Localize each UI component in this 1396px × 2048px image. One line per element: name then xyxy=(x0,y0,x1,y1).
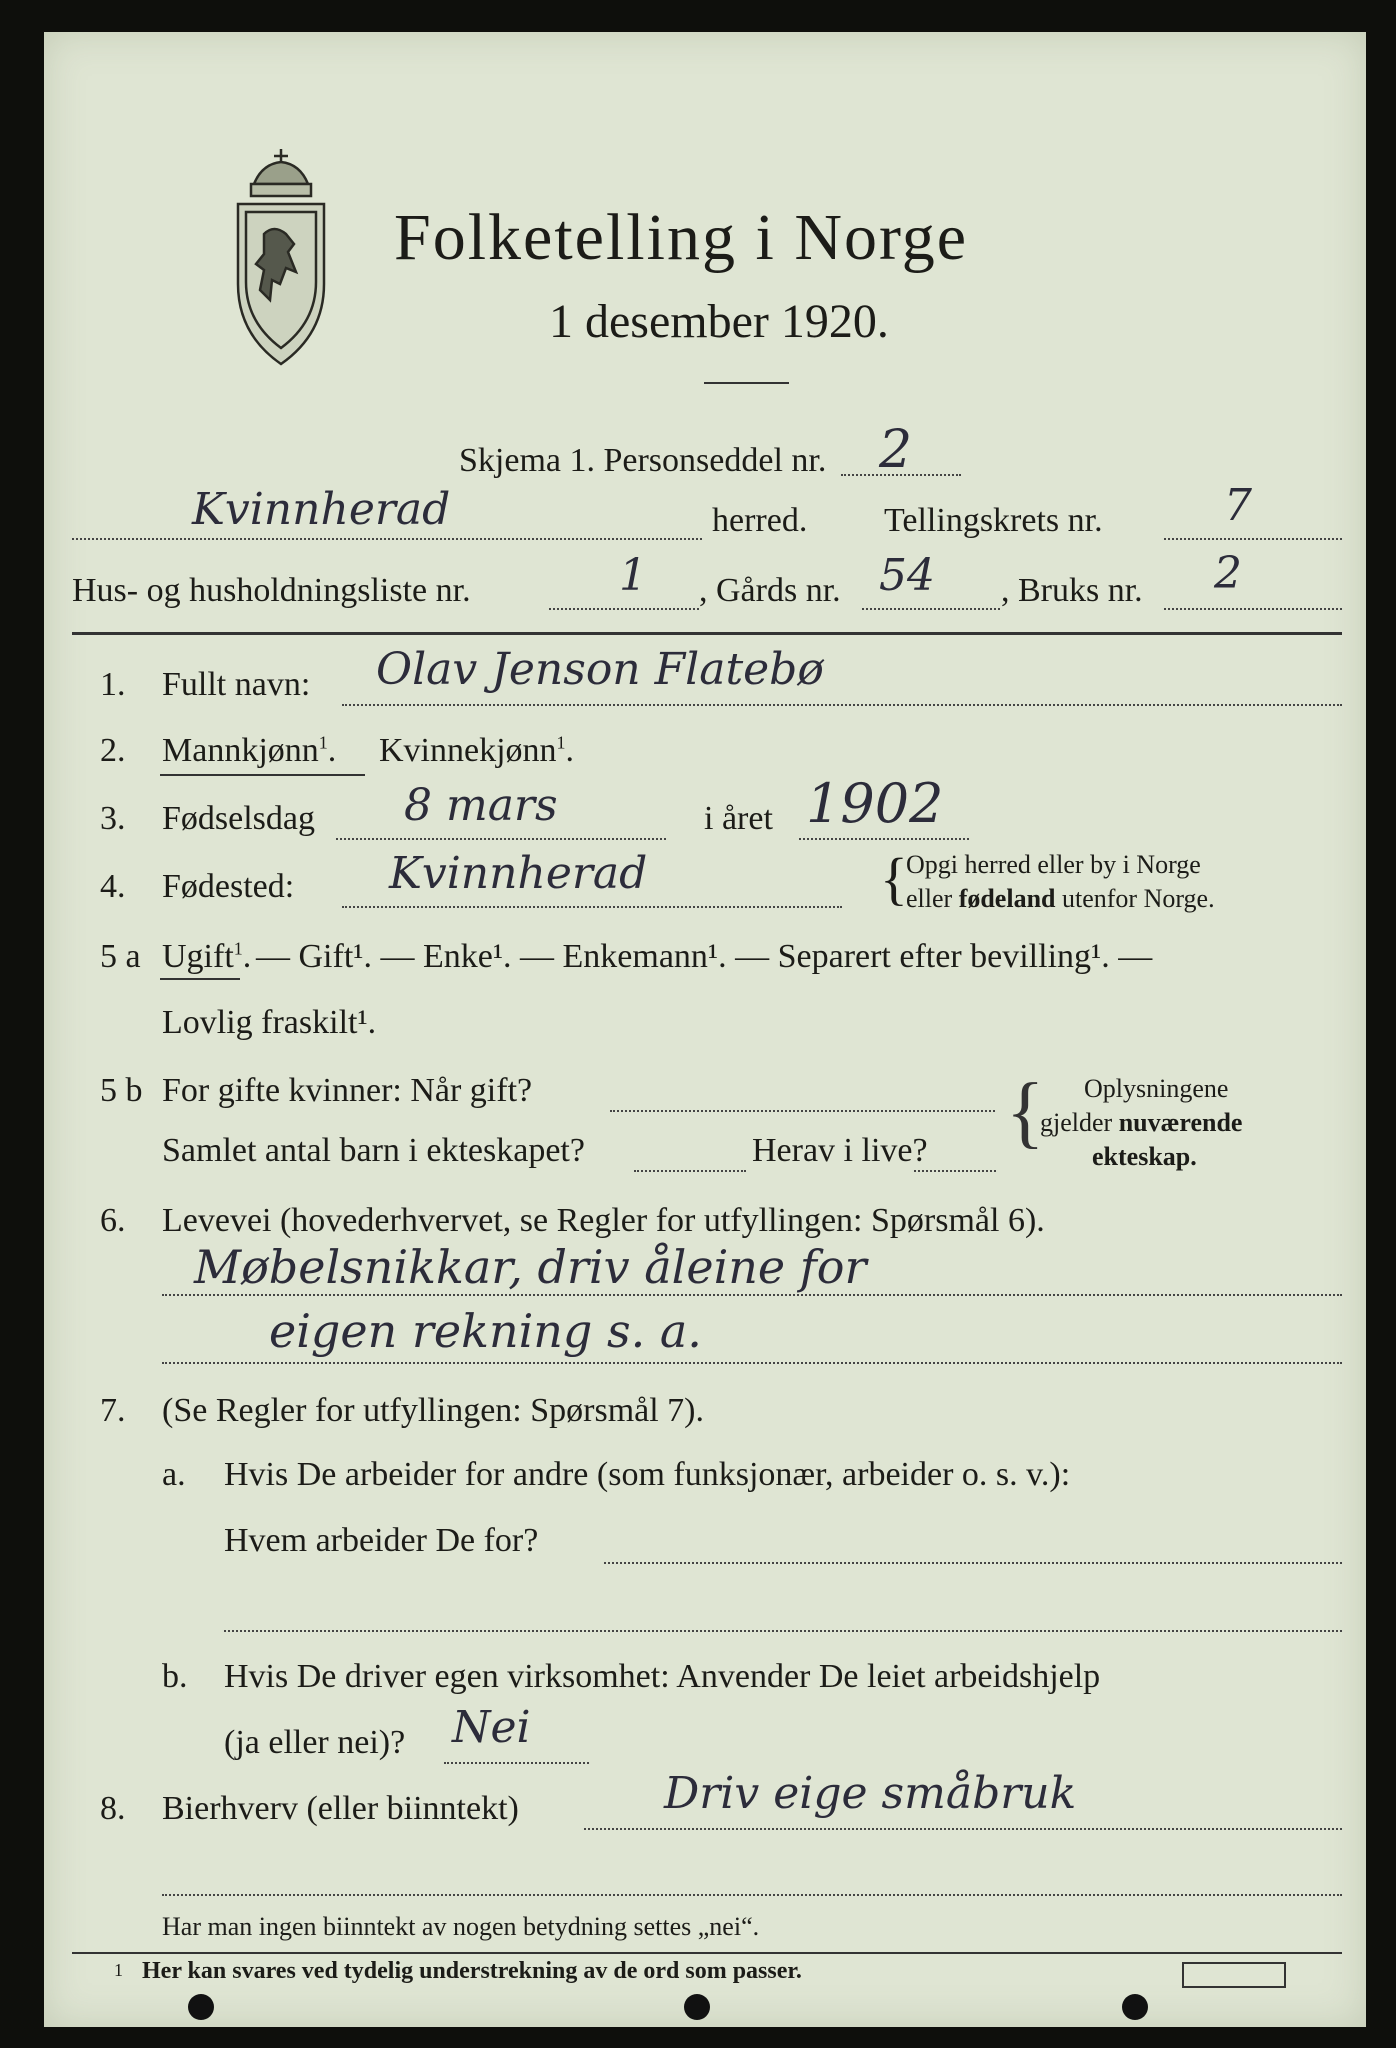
q1-full-name: Olav Jenson Flatebø xyxy=(376,644,824,695)
q5b-label: For gifte kvinner: Når gift? xyxy=(162,1072,533,1109)
q7-number: 7. xyxy=(100,1392,126,1429)
q2-male-option: Mannkjønn$^1$. xyxy=(162,732,337,769)
husliste-value: 1 xyxy=(619,550,647,601)
q2-number: 2. xyxy=(100,732,126,769)
q7-label: (Se Regler for utfyllingen: Spørsmål 7). xyxy=(162,1392,705,1429)
q5b-note3: ekteskap. xyxy=(1092,1142,1197,1171)
q5b-brace: { xyxy=(1006,1068,1045,1156)
q3-birthday: 8 mars xyxy=(404,780,558,831)
q4-brace: { xyxy=(880,846,908,911)
q7a-letter: a. xyxy=(162,1456,186,1493)
q5b-note2: gjelder nuværende xyxy=(1040,1108,1243,1137)
skjema-label: Skjema 1. Personseddel nr. xyxy=(459,442,827,479)
q7a-employer-label: Hvem arbeider De for? xyxy=(224,1522,539,1559)
census-date: 1 desember 1920. xyxy=(549,295,889,348)
title-divider xyxy=(704,382,789,384)
q7b-question: (ja eller nei)? xyxy=(224,1724,406,1761)
q4-line xyxy=(342,906,842,908)
q7a-employer-line xyxy=(604,1562,1342,1564)
gards-line xyxy=(862,608,1000,610)
q5a-ugift-underline xyxy=(160,978,240,980)
q5b-number: 5 b xyxy=(100,1072,143,1109)
herred-value: Kvinnherad xyxy=(192,484,451,535)
q3-label: Fødselsdag xyxy=(162,800,315,837)
q6-occupation-line1: Møbelsnikkar, driv åleine for xyxy=(194,1240,867,1294)
q3-number: 3. xyxy=(100,800,126,837)
q7b-answer: Nei xyxy=(452,1702,531,1753)
q2-female-option: Kvinnekjønn$^1$. xyxy=(379,732,575,769)
q7a-extra-line xyxy=(224,1630,1342,1632)
q6-label: Levevei (hovederhvervet, se Regler for utfyllingen: Spørsmål 6). xyxy=(162,1202,1045,1239)
bruks-line xyxy=(1164,608,1342,610)
q2-male-underline xyxy=(160,774,365,776)
q8-number: 8. xyxy=(100,1790,126,1827)
q1-label: Fullt navn: xyxy=(162,666,311,703)
q6-line1 xyxy=(162,1294,1342,1296)
printer-stamp xyxy=(1182,1962,1286,1988)
q6-line2 xyxy=(162,1362,1342,1364)
nei-instruction: Har man ingen biinntekt av nogen betydning settes „nei“. xyxy=(162,1912,760,1941)
q4-note-line1: Opgi herred eller by i Norge xyxy=(906,850,1201,879)
tellingskrets-value: 7 xyxy=(1224,480,1252,531)
census-form xyxy=(44,32,1366,2027)
q5a-number: 5 a xyxy=(100,938,141,975)
q5b-note1: Oplysningene xyxy=(1084,1074,1229,1103)
q8-side-income: Driv eige småbruk xyxy=(664,1768,1077,1819)
q7b-line xyxy=(444,1762,589,1764)
bruks-value: 2 xyxy=(1214,548,1242,599)
q3-birth-year: 1902 xyxy=(806,772,944,835)
footnote-text: Her kan svares ved tydelig understrekning av de ord som passer. xyxy=(142,1958,802,1984)
q5a-other-options: — Gift¹. — Enke¹. — Enkemann¹. — Separert efter bevilling¹. — xyxy=(256,938,1153,975)
gards-value: 54 xyxy=(879,550,935,601)
q3-day-line xyxy=(336,838,666,840)
punch-hole-right xyxy=(1122,1994,1148,2020)
header-rule xyxy=(72,632,1342,635)
q7b-letter: b. xyxy=(162,1658,188,1695)
husliste-line xyxy=(549,608,699,610)
q5a-ugift-option: Ugift$^1$. xyxy=(162,938,252,975)
q5b-alive-line xyxy=(914,1170,996,1172)
q5b-children-line xyxy=(634,1170,746,1172)
husliste-label: Hus- og husholdningsliste nr. xyxy=(72,572,471,609)
q6-number: 6. xyxy=(100,1202,126,1239)
q6-occupation-line2: eigen rekning s. a. xyxy=(269,1304,702,1358)
q4-label: Fødested: xyxy=(162,868,295,905)
q1-number: 1. xyxy=(100,666,126,703)
q5b-married-line xyxy=(610,1110,995,1112)
bruks-label: , Bruks nr. xyxy=(1001,572,1143,609)
q3-year-line xyxy=(799,838,969,840)
q4-birthplace: Kvinnherad xyxy=(389,848,648,899)
gards-label: , Gårds nr. xyxy=(699,572,841,609)
punch-hole-left xyxy=(188,1994,214,2020)
footnote-rule xyxy=(72,1952,1342,1954)
herred-label: herred. xyxy=(712,502,808,539)
q4-number: 4. xyxy=(100,868,126,905)
q7b-label: Hvis De driver egen virksomhet: Anvender De leiet arbeidshjelp xyxy=(224,1658,1101,1695)
coat-of-arms-icon xyxy=(226,144,336,384)
form-title: Folketelling i Norge xyxy=(394,201,969,274)
personseddel-nr-value: 2 xyxy=(879,420,913,480)
q3-year-label: i året xyxy=(704,800,773,837)
punch-hole-middle xyxy=(684,1994,710,2020)
q8-label: Bierhverv (eller biinntekt) xyxy=(162,1790,519,1827)
herred-line xyxy=(72,538,702,540)
q5b-children-label: Samlet antal barn i ekteskapet? xyxy=(162,1132,585,1169)
q7a-label: Hvis De arbeider for andre (som funksjonær, arbeider o. s. v.): xyxy=(224,1456,1071,1493)
tellingskrets-label: Tellingskrets nr. xyxy=(884,502,1103,539)
q8-extra-line xyxy=(162,1894,1342,1896)
q1-line xyxy=(342,704,1342,706)
q5b-alive-label: Herav i live? xyxy=(752,1132,928,1169)
q8-line xyxy=(584,1828,1342,1830)
footnote-marker: 1 xyxy=(114,1960,123,1980)
q4-note-line2: eller fødeland utenfor Norge. xyxy=(906,884,1215,913)
q5a-line2: Lovlig fraskilt¹. xyxy=(162,1004,377,1041)
tellingskrets-line xyxy=(1164,538,1342,540)
